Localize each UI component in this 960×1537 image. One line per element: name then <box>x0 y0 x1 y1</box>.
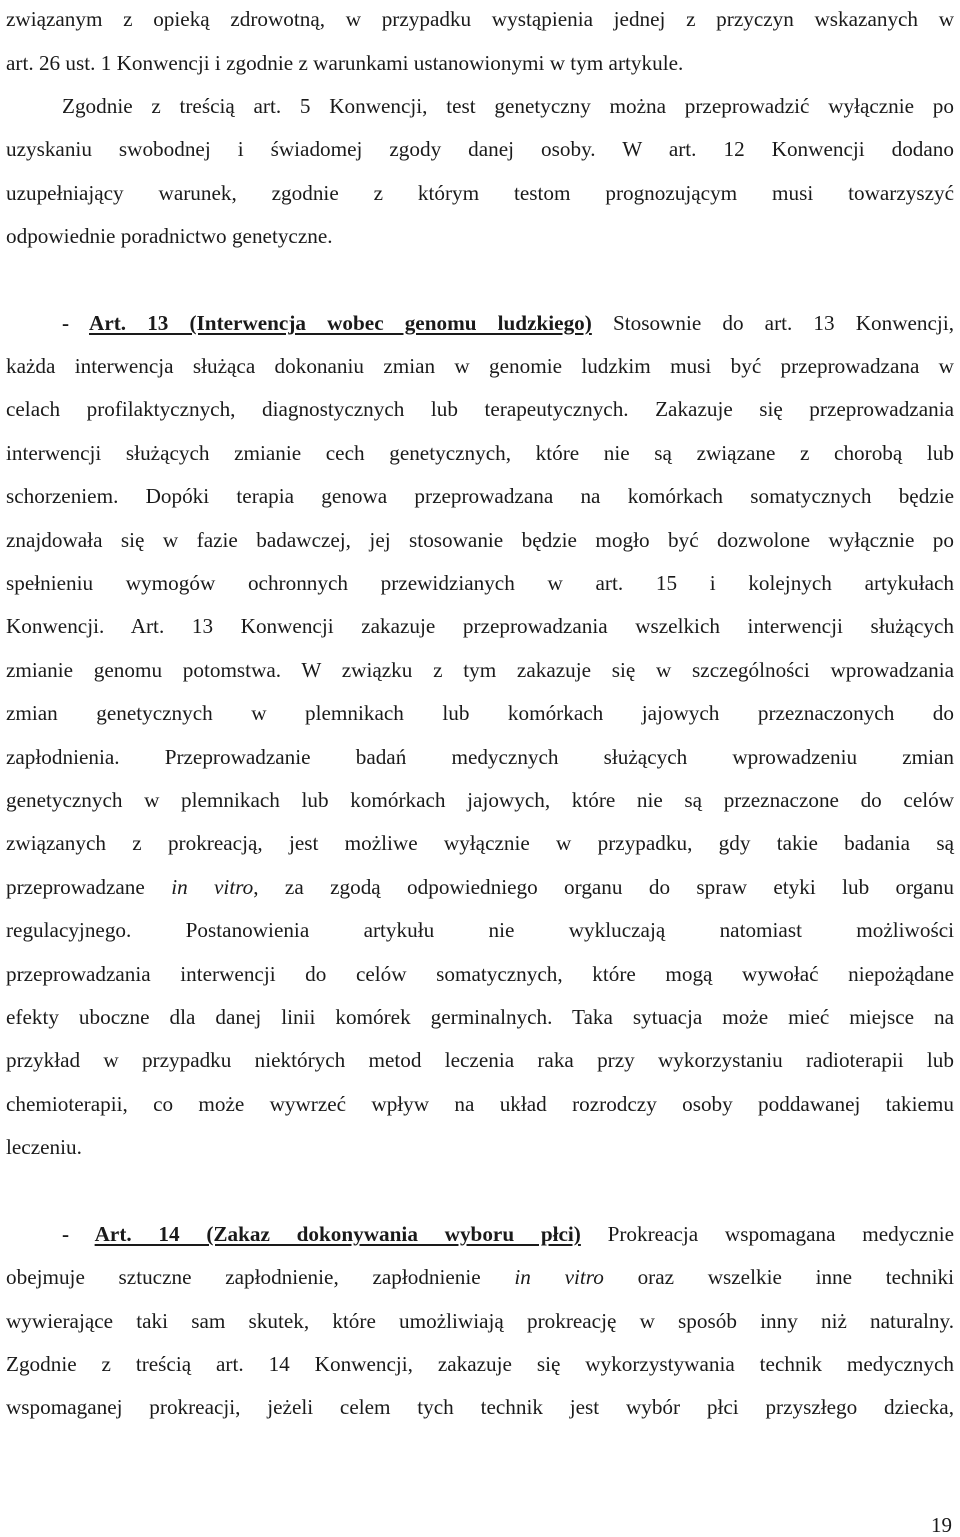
paragraph-line <box>6 874 954 900</box>
paragraph-line: znajdowała się w fazie badawczej, jej stosowanie będzie mogło być dozwolone wyłącznie po <box>6 528 954 552</box>
paragraph-line: wspomaganej prokreacji, jeżeli celem tych technik jest wybór płci przyszłego dziecka, <box>6 1395 954 1419</box>
paragraph-line: przykład w przypadku niektórych metod leczenia raka przy wykorzystaniu radioterapii lub <box>6 1048 954 1072</box>
paragraph-text: Stosownie do art. 13 Konwencji, <box>612 311 954 335</box>
paragraph-line: każda interwencja służąca dokonaniu zmian w genomie ludzkim musi być przeprowadzana w <box>6 354 954 378</box>
paragraph-line: odpowiednie poradnictwo genetyczne. <box>6 224 333 248</box>
paragraph-text: przeprowadzane <box>6 875 145 899</box>
paragraph-line: zapłodnienia. Przeprowadzanie badań medycznych służących wprowadzeniu zmian <box>6 745 954 769</box>
paragraph-line: Konwencji. Art. 13 Konwencji zakazuje przeprowadzania wszelkich interwencji służących <box>6 614 954 638</box>
page-number: 19 <box>931 1513 952 1537</box>
section-dash: - <box>62 311 90 335</box>
paragraph-line: zmianie genomu potomstwa. W związku z tym zakazuje się w szczególności wprowadzania <box>6 658 954 682</box>
paragraph-line: chemioterapii, co może wywrzeć wpływ na układ rozrodczy osoby poddawanej takiemu <box>6 1092 954 1116</box>
paragraph-line <box>6 1264 954 1290</box>
italic-term: in vitro <box>171 875 254 899</box>
paragraph-line: schorzeniem. Dopóki terapia genowa przeprowadzana na komórkach somatycznych będzie <box>6 484 954 508</box>
article-14-heading: Art. 14 (Zakaz dokonywania wyboru płci) <box>94 1222 581 1246</box>
paragraph-line: efekty uboczne dla danej linii komórek germinalnych. Taka sytuacja może mieć miejsce na <box>6 1005 954 1029</box>
paragraph-line: Zgodnie z treścią art. 14 Konwencji, zakazuje się wykorzystywania technik medycznych <box>6 1352 954 1376</box>
paragraph-line: celach profilaktycznych, diagnostycznych lub terapeutycznych. Zakazuje się przeprowadzania <box>6 397 954 421</box>
paragraph-line: uzyskaniu swobodnej i świadomej zgody danej osoby. W art. 12 Konwencji dodano <box>6 137 954 161</box>
paragraph-line: genetycznych w plemnikach lub komórkach jajowych, które nie są przeznaczone do celów <box>6 788 954 812</box>
paragraph-line: leczeniu. <box>6 1135 82 1159</box>
article-13-line <box>62 310 954 336</box>
article-14-line <box>62 1221 954 1247</box>
paragraph-text: oraz wszelkie inne techniki <box>637 1265 955 1289</box>
paragraph-line: spełnieniu wymogów ochronnych przewidzianych w art. 15 i kolejnych artykułach <box>6 571 954 595</box>
italic-term: in vitro <box>514 1265 604 1289</box>
paragraph-line: interwencji służących zmianie cech genetycznych, które nie są związane z chorobą lub <box>6 441 954 465</box>
paragraph-line: uzupełniający warunek, zgodnie z którym testom prognozującym musi towarzyszyć <box>6 181 954 205</box>
paragraph-line: związanych z prokreacją, jest możliwe wyłącznie w przypadku, gdy takie badania są <box>6 831 954 855</box>
paragraph-text: Prokreacja wspomagana medycznie <box>607 1222 955 1246</box>
section-dash: - <box>62 1222 95 1246</box>
article-13-heading: Art. 13 (Interwencja wobec genomu ludzkiego) <box>89 311 592 335</box>
paragraph-line: regulacyjnego. Postanowienia artykułu nie wykluczają natomiast możliwości <box>6 918 954 942</box>
paragraph-line: Zgodnie z treścią art. 5 Konwencji, test genetyczny można przeprowadzić wyłącznie po <box>62 94 954 118</box>
paragraph-line: wywierające taki sam skutek, które umożliwiają prokreację w sposób inny niż naturalny. <box>6 1309 954 1333</box>
paragraph-line: przeprowadzania interwencji do celów somatycznych, które mogą wywołać niepożądane <box>6 962 954 986</box>
paragraph-line: art. 26 ust. 1 Konwencji i zgodnie z warunkami ustanowionymi w tym artykule. <box>6 51 684 75</box>
paragraph-line: związanym z opieką zdrowotną, w przypadku wystąpienia jednej z przyczyn wskazanych w <box>6 7 954 31</box>
paragraph-text: obejmuje sztuczne zapłodnienie, zapłodnienie <box>6 1265 481 1289</box>
paragraph-line: zmian genetycznych w plemnikach lub komórkach jajowych przeznaczonych do <box>6 701 954 725</box>
paragraph-text: , za zgodą odpowiedniego organu do spraw etyki lub organu <box>253 875 954 899</box>
